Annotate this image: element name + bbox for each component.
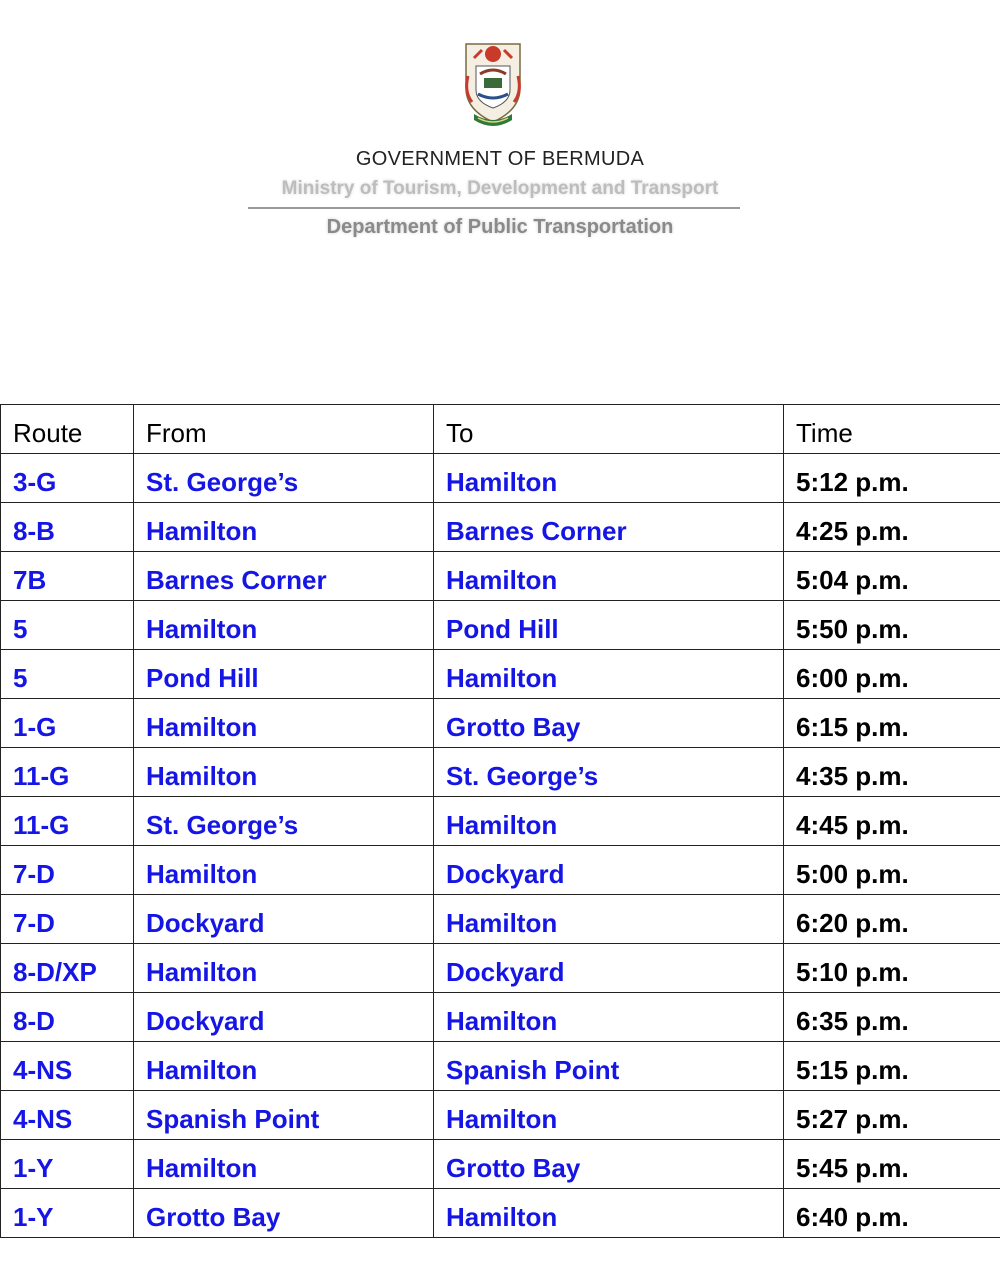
table-row xyxy=(1,944,1000,993)
from-cell: Hamilton xyxy=(134,503,434,552)
time-cell: 5:12 p.m. xyxy=(784,454,1000,503)
from-cell: Pond Hill xyxy=(134,650,434,699)
from-cell: St. George’s xyxy=(134,797,434,846)
to-cell: Hamilton xyxy=(434,895,784,944)
route-cell: 4-NS xyxy=(1,1091,134,1140)
route-cell: 1-Y xyxy=(1,1189,134,1238)
route-cell: 3-G xyxy=(1,454,134,503)
from-cell: Hamilton xyxy=(134,846,434,895)
table-row xyxy=(1,699,1000,748)
letterhead xyxy=(0,0,1000,260)
time-cell: 4:35 p.m. xyxy=(784,748,1000,797)
to-cell: Barnes Corner xyxy=(434,503,784,552)
time-cell: 6:15 p.m. xyxy=(784,699,1000,748)
table-header-row xyxy=(1,405,1000,454)
route-cell: 11-G xyxy=(1,748,134,797)
table-row xyxy=(1,1091,1000,1140)
table-row xyxy=(1,454,1000,503)
to-cell: St. George’s xyxy=(434,748,784,797)
table-row xyxy=(1,601,1000,650)
time-cell: 5:04 p.m. xyxy=(784,552,1000,601)
from-cell: Dockyard xyxy=(134,895,434,944)
route-cell: 8-B xyxy=(1,503,134,552)
to-cell: Pond Hill xyxy=(434,601,784,650)
route-cell: 1-G xyxy=(1,699,134,748)
table-row xyxy=(1,650,1000,699)
table-row xyxy=(1,797,1000,846)
to-cell: Dockyard xyxy=(434,846,784,895)
to-cell: Hamilton xyxy=(434,454,784,503)
to-cell: Hamilton xyxy=(434,797,784,846)
column-header-to: To xyxy=(434,405,784,454)
from-cell: Hamilton xyxy=(134,1042,434,1091)
header-divider xyxy=(248,207,740,209)
to-cell: Grotto Bay xyxy=(434,1140,784,1189)
from-cell: Barnes Corner xyxy=(134,552,434,601)
from-cell: Hamilton xyxy=(134,748,434,797)
table-row xyxy=(1,503,1000,552)
table-row xyxy=(1,1140,1000,1189)
route-cell: 7-D xyxy=(1,895,134,944)
table-row xyxy=(1,846,1000,895)
from-cell: Hamilton xyxy=(134,944,434,993)
route-cell: 5 xyxy=(1,601,134,650)
table-row xyxy=(1,1189,1000,1238)
column-header-from: From xyxy=(134,405,434,454)
table-row xyxy=(1,748,1000,797)
bus-schedule-table xyxy=(0,404,1000,1238)
time-cell: 5:10 p.m. xyxy=(784,944,1000,993)
from-cell: Dockyard xyxy=(134,993,434,1042)
from-cell: Hamilton xyxy=(134,1140,434,1189)
time-cell: 4:45 p.m. xyxy=(784,797,1000,846)
time-cell: 6:35 p.m. xyxy=(784,993,1000,1042)
route-cell: 8-D/XP xyxy=(1,944,134,993)
to-cell: Hamilton xyxy=(434,1091,784,1140)
time-cell: 5:45 p.m. xyxy=(784,1140,1000,1189)
ministry-name: Ministry of Tourism, Development and Transport xyxy=(281,178,719,199)
time-cell: 5:15 p.m. xyxy=(784,1042,1000,1091)
time-cell: 5:00 p.m. xyxy=(784,846,1000,895)
time-cell: 6:00 p.m. xyxy=(784,650,1000,699)
route-cell: 7-D xyxy=(1,846,134,895)
from-cell: St. George’s xyxy=(134,454,434,503)
table-row xyxy=(1,993,1000,1042)
to-cell: Hamilton xyxy=(434,552,784,601)
to-cell: Hamilton xyxy=(434,650,784,699)
column-header-route: Route xyxy=(1,405,134,454)
time-cell: 5:50 p.m. xyxy=(784,601,1000,650)
time-cell: 6:40 p.m. xyxy=(784,1189,1000,1238)
bermuda-coat-of-arms-icon xyxy=(460,36,526,132)
table-row xyxy=(1,552,1000,601)
route-cell: 4-NS xyxy=(1,1042,134,1091)
route-cell: 5 xyxy=(1,650,134,699)
to-cell: Hamilton xyxy=(434,993,784,1042)
column-header-time: Time xyxy=(784,405,1000,454)
from-cell: Hamilton xyxy=(134,699,434,748)
department-name: Department of Public Transportation xyxy=(326,216,674,238)
from-cell: Hamilton xyxy=(134,601,434,650)
time-cell: 4:25 p.m. xyxy=(784,503,1000,552)
table-row xyxy=(1,895,1000,944)
government-name: GOVERNMENT OF BERMUDA xyxy=(355,148,645,170)
table-row xyxy=(1,1042,1000,1091)
to-cell: Dockyard xyxy=(434,944,784,993)
route-cell: 1-Y xyxy=(1,1140,134,1189)
time-cell: 5:27 p.m. xyxy=(784,1091,1000,1140)
route-cell: 11-G xyxy=(1,797,134,846)
to-cell: Hamilton xyxy=(434,1189,784,1238)
route-cell: 7B xyxy=(1,552,134,601)
from-cell: Spanish Point xyxy=(134,1091,434,1140)
route-cell: 8-D xyxy=(1,993,134,1042)
to-cell: Grotto Bay xyxy=(434,699,784,748)
from-cell: Grotto Bay xyxy=(134,1189,434,1238)
time-cell: 6:20 p.m. xyxy=(784,895,1000,944)
to-cell: Spanish Point xyxy=(434,1042,784,1091)
